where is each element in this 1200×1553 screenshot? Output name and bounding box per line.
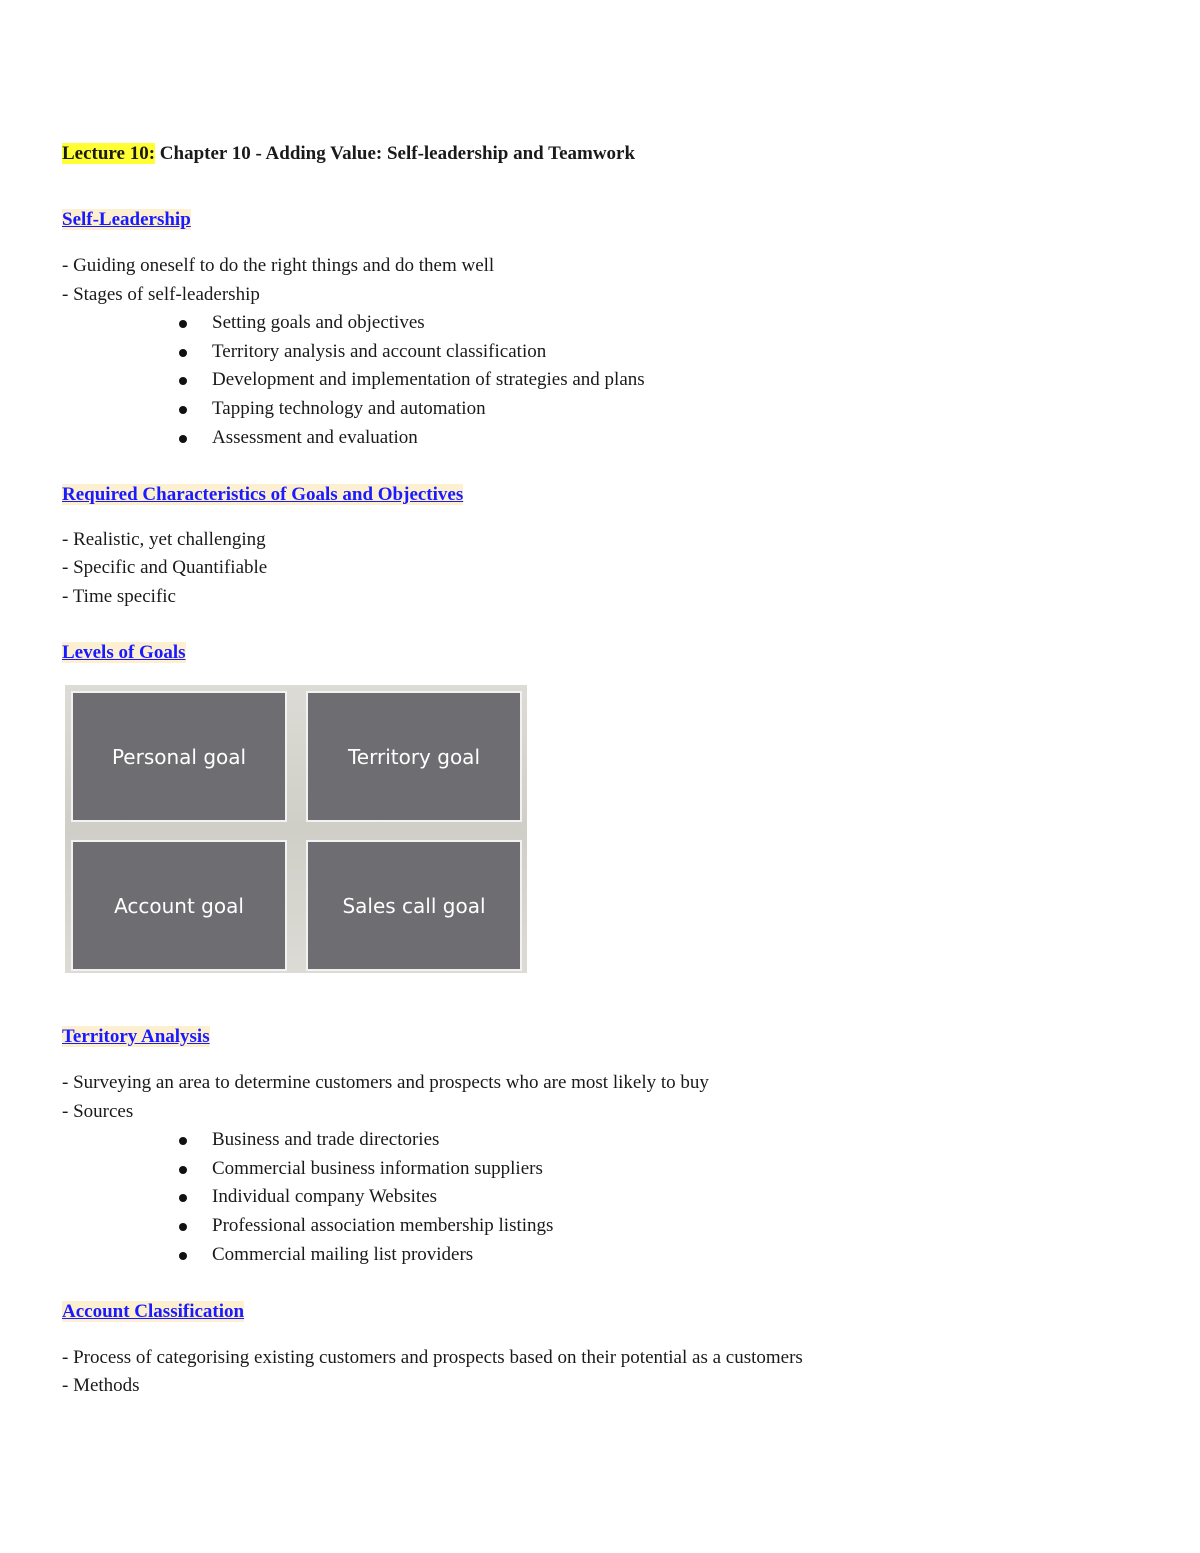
- list-item: Assessment and evaluation: [62, 424, 1142, 453]
- heading-required-characteristics[interactable]: Required Characteristics of Goals and Objectives: [62, 483, 464, 505]
- list-item: Business and trade directories: [62, 1126, 1142, 1155]
- list-item: Commercial business information suppliers: [62, 1155, 1142, 1184]
- title-highlight: Lecture 10:: [62, 143, 156, 164]
- tile-personal-goal: Personal goal: [71, 691, 287, 822]
- text-line: - Time specific: [62, 585, 176, 607]
- document-title: [62, 142, 1142, 166]
- text-line: - Stages of self-leadership: [62, 283, 260, 305]
- list-item: Development and implementation of strategies and plans: [62, 366, 1142, 395]
- levels-of-goals-diagram: [65, 685, 527, 973]
- tile-territory-goal: Territory goal: [306, 691, 522, 822]
- bullet-list: [62, 309, 1142, 453]
- list-item: Tapping technology and automation: [62, 395, 1142, 424]
- tile-sales-call-goal: Sales call goal: [306, 840, 522, 971]
- heading-levels-of-goals[interactable]: Levels of Goals: [62, 642, 186, 664]
- bullet-list: [62, 1126, 1142, 1270]
- list-item: Territory analysis and account classification: [62, 338, 1142, 367]
- text-line: - Realistic, yet challenging: [62, 528, 266, 550]
- text-line: - Methods: [62, 1375, 140, 1397]
- heading-account-classification[interactable]: Account Classification: [62, 1300, 245, 1322]
- tile-account-goal: Account goal: [71, 840, 287, 971]
- text-line: - Surveying an area to determine customers and prospects who are most likely to buy: [62, 1072, 709, 1094]
- list-item: Professional association membership listings: [62, 1212, 1142, 1241]
- list-item: Individual company Websites: [62, 1183, 1142, 1212]
- text-line: - Sources: [62, 1100, 134, 1122]
- list-item: Commercial mailing list providers: [62, 1241, 1142, 1270]
- heading-self-leadership[interactable]: Self-Leadership: [62, 209, 191, 230]
- list-item: Setting goals and objectives: [62, 309, 1142, 338]
- text-line: - Specific and Quantifiable: [62, 557, 268, 579]
- text-line: - Process of categorising existing customers and prospects based on their potential as a customers: [62, 1346, 803, 1368]
- text-line: - Guiding oneself to do the right things and do them well: [62, 255, 495, 276]
- heading-territory-analysis[interactable]: Territory Analysis: [62, 1026, 210, 1048]
- document-page: [62, 142, 1142, 1401]
- title-text: Chapter 10 - Adding Value: Self-leadership and Teamwork: [159, 143, 636, 164]
